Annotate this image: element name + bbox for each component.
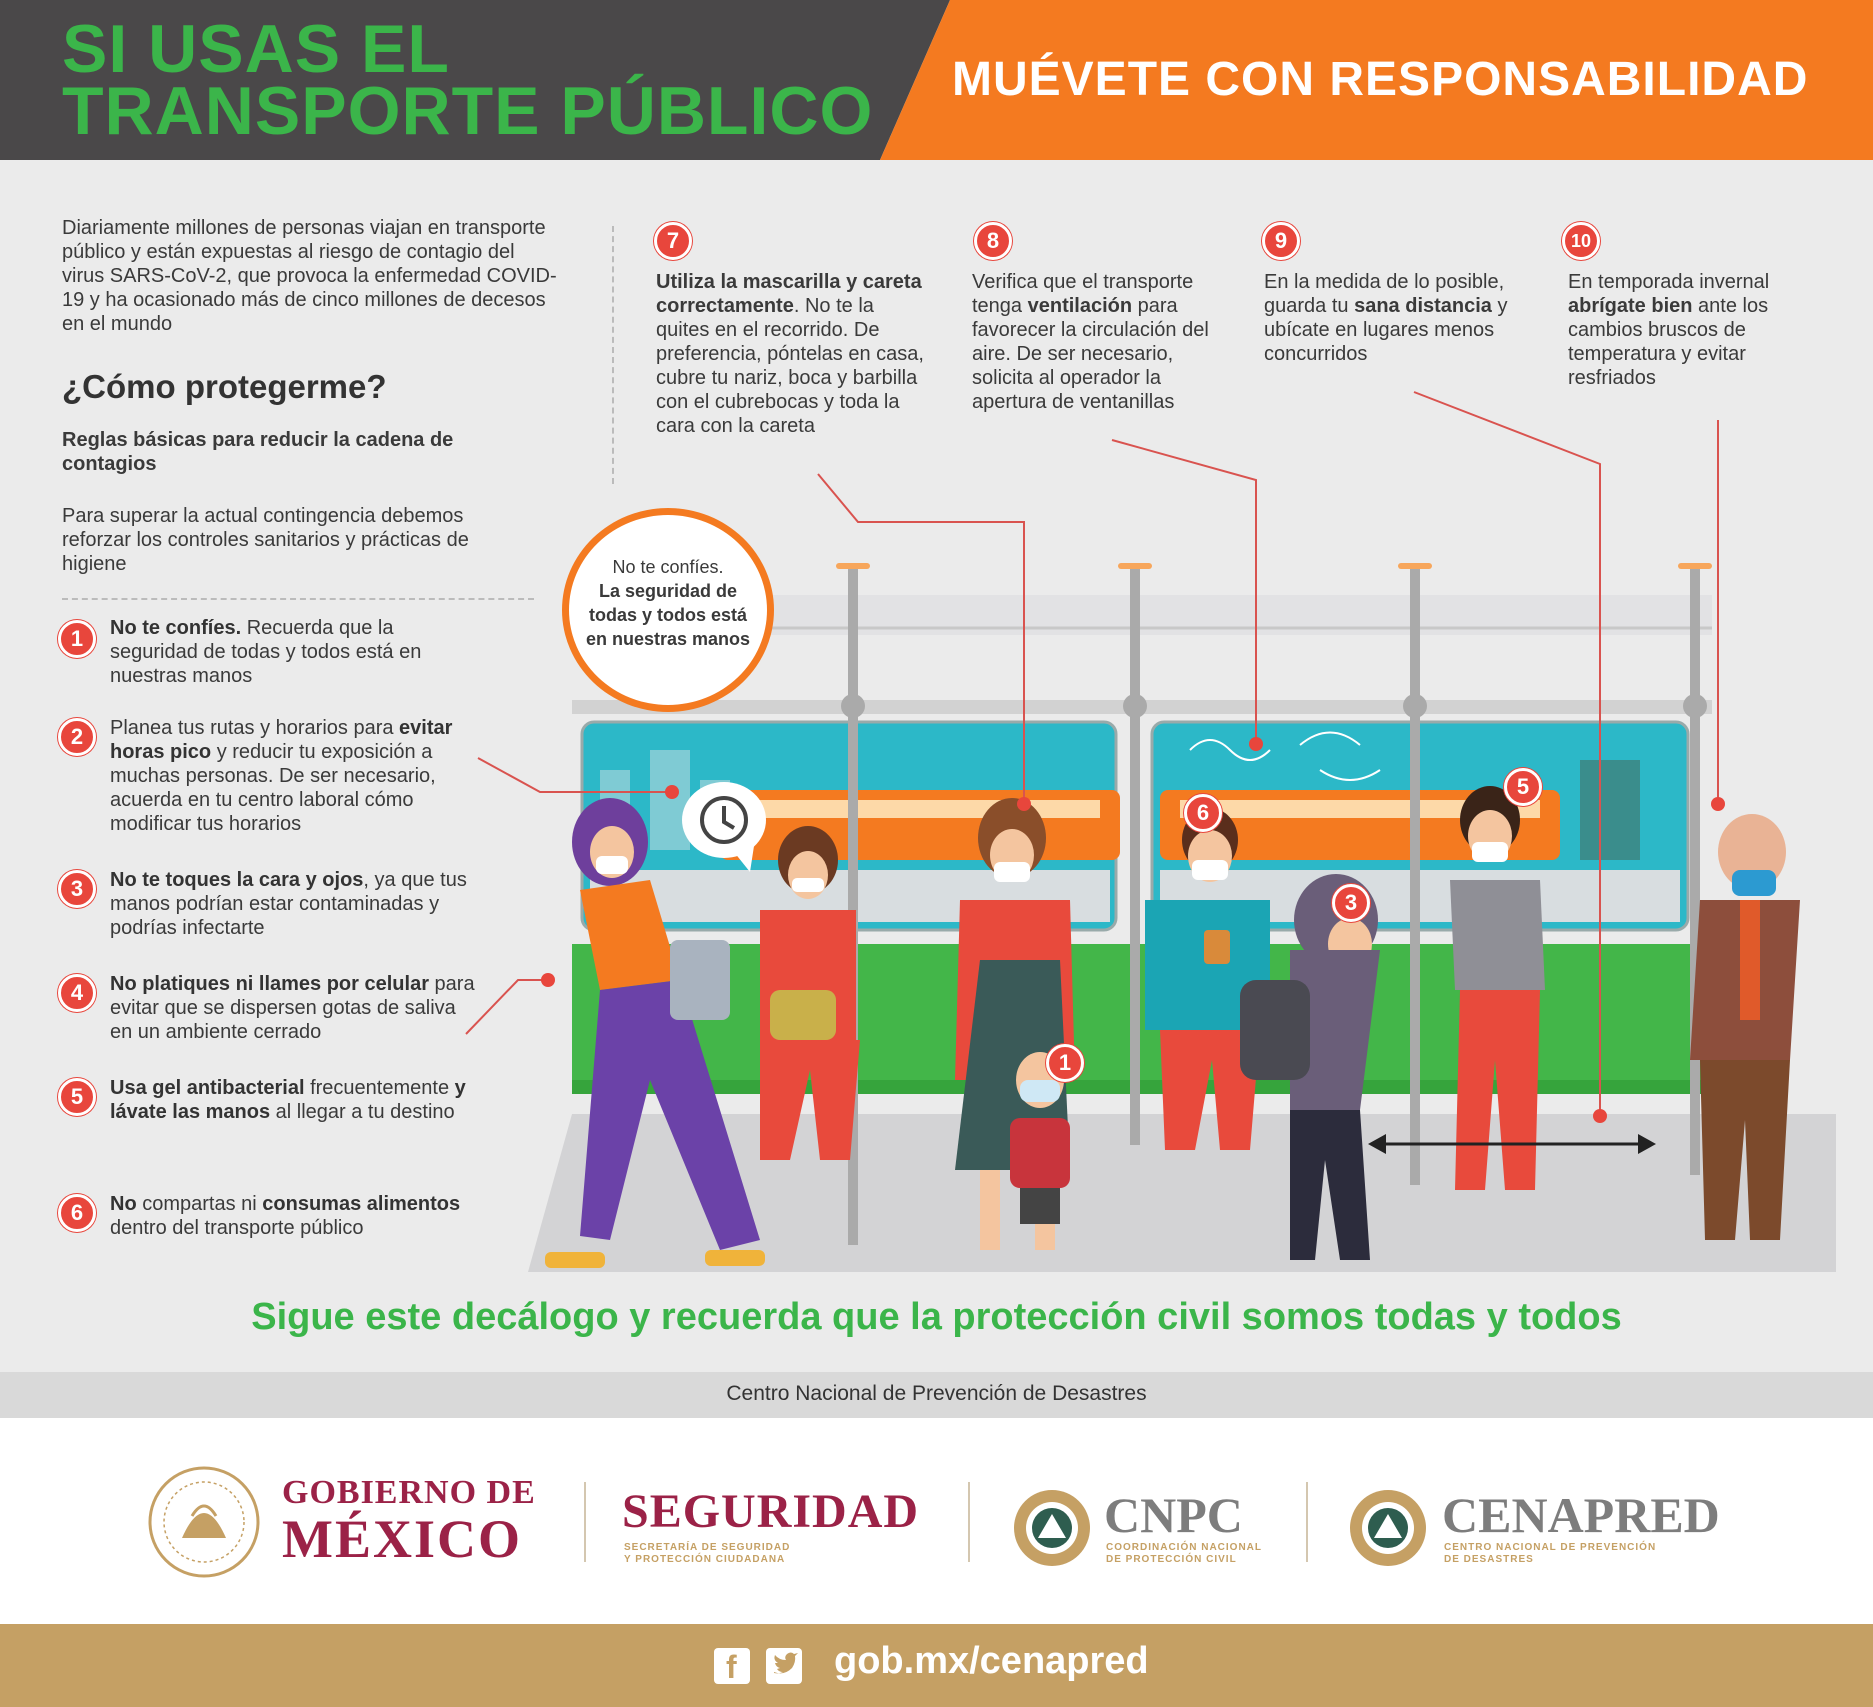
tip-number-badge: 7	[654, 222, 692, 260]
seguridad-subtitle: SECRETARÍA DE SEGURIDAD Y PROTECCIÓN CIUDADANA	[624, 1542, 791, 1565]
tip-number-badge: 9	[1262, 222, 1300, 260]
tip-number-badge: 10	[1562, 222, 1600, 260]
item-number-badge: 1	[58, 620, 96, 658]
cnpc-emblem-icon	[1010, 1486, 1094, 1570]
list-item: No te confíes. Recuerda que la seguridad de todas y todos está en nuestras manos	[110, 617, 422, 687]
tip-item: Verifica que el transporte tenga ventilación para favorecer la circulación del aire. De ser necesario, solicita al operador la apertura de ventanillas	[972, 271, 1209, 413]
seguridad-logo-text: SEGURIDAD	[622, 1485, 920, 1538]
header-slogan: MUÉVETE CON RESPONSABILIDAD	[952, 53, 1809, 106]
tip-item: Utiliza la mascarilla y careta correctamente. No te la quites en el recorrido. De preferencia, póntelas en casa, cubre tu nariz, boca y barbilla con el cubrebocas y toda la cara con la careta	[656, 271, 924, 437]
call-to-action: Sigue este decálogo y recuerda que la protección civil somos todas y todos	[251, 1296, 1622, 1338]
cnpc-subtitle: COORDINACIÓN NACIONAL DE PROTECCIÓN CIVIL	[1106, 1542, 1262, 1565]
gob-line-2: MÉXICO	[282, 1509, 522, 1569]
trust-bubble	[562, 508, 774, 712]
item-number-badge: 4	[58, 974, 96, 1012]
logo-divider	[584, 1482, 586, 1562]
tip-item: En la medida de lo posible, guarda tu sana distancia y ubícate en lugares menos concurridos	[1264, 271, 1508, 365]
item-number-badge: 5	[58, 1078, 96, 1116]
item-number-badge: 6	[58, 1194, 96, 1232]
list-item: No platiques ni llames por celular para evitar que se dispersen gotas de saliva en un ambiente cerrado	[110, 973, 475, 1043]
cenapred-subtitle: CENTRO NACIONAL DE PREVENCIÓN DE DESASTRES	[1444, 1542, 1657, 1565]
list-item: Usa gel antibacterial frecuentemente y lávate las manos al llegar a tu destino	[110, 1077, 466, 1123]
item-number-badge: 3	[58, 870, 96, 908]
title-line-1: SI USAS EL	[62, 11, 450, 87]
intro-paragraph: Diariamente millones de personas viajan en transporte público y están expuestas al riesgo de contagio del virus SARS-CoV-2, que provoca la enfermedad COVID-19 y ha ocasionado más de cinco millones de decesos en el mundo	[62, 217, 557, 335]
scene-number-badge: 1	[1046, 1044, 1084, 1082]
list-item: Planea tus rutas y horarios para evitar horas pico y reducir tu exposición a muchas personas. De ser necesario, acuerda en tu centro laboral cómo modificar tus horarios	[110, 717, 453, 835]
gob-line-1: GOBIERNO DE	[282, 1474, 536, 1511]
scene-number-badge: 6	[1184, 794, 1222, 832]
bubble-line-2: La seguridad de todas y todos está en nuestras manos	[585, 581, 751, 649]
title-line-2: TRANSPORTE PÚBLICO	[62, 73, 874, 149]
tip-item: En temporada invernal abrígate bien ante los cambios bruscos de temperatura y evitar resfriados	[1568, 271, 1770, 389]
section-question: ¿Cómo protegerme?	[62, 368, 387, 405]
list-item: No te toques la cara y ojos, ya que tus manos podrían estar contaminadas y podrías infectarte	[110, 869, 467, 939]
facebook-icon[interactable]: f	[714, 1648, 750, 1684]
logo-divider	[1306, 1482, 1308, 1562]
cenapred-logo-text: CENAPRED	[1442, 1487, 1720, 1543]
rules-heading: Reglas básicas para reducir la cadena de contagios	[62, 429, 454, 475]
mexico-coat-of-arms-icon	[146, 1464, 262, 1580]
scene-number-badge: 3	[1332, 884, 1370, 922]
center-name: Centro Nacional de Prevención de Desastres	[726, 1382, 1147, 1405]
cnpc-logo-text: CNPC	[1104, 1487, 1243, 1543]
tip-number-badge: 8	[974, 222, 1012, 260]
logo-divider	[968, 1482, 970, 1562]
scene-number-badge: 5	[1504, 768, 1542, 806]
footer-url-link[interactable]: gob.mx/cenapred	[834, 1640, 1149, 1682]
overcome-paragraph: Para superar la actual contingencia debemos reforzar los controles sanitarios y prácticas de higiene	[62, 505, 469, 575]
twitter-icon[interactable]	[766, 1648, 802, 1684]
cenapred-emblem-icon	[1346, 1486, 1430, 1570]
item-number-badge: 2	[58, 718, 96, 756]
bubble-line-1: No te confíes.	[612, 557, 724, 577]
list-item: No compartas ni consumas alimentos dentro del transporte público	[110, 1193, 461, 1239]
